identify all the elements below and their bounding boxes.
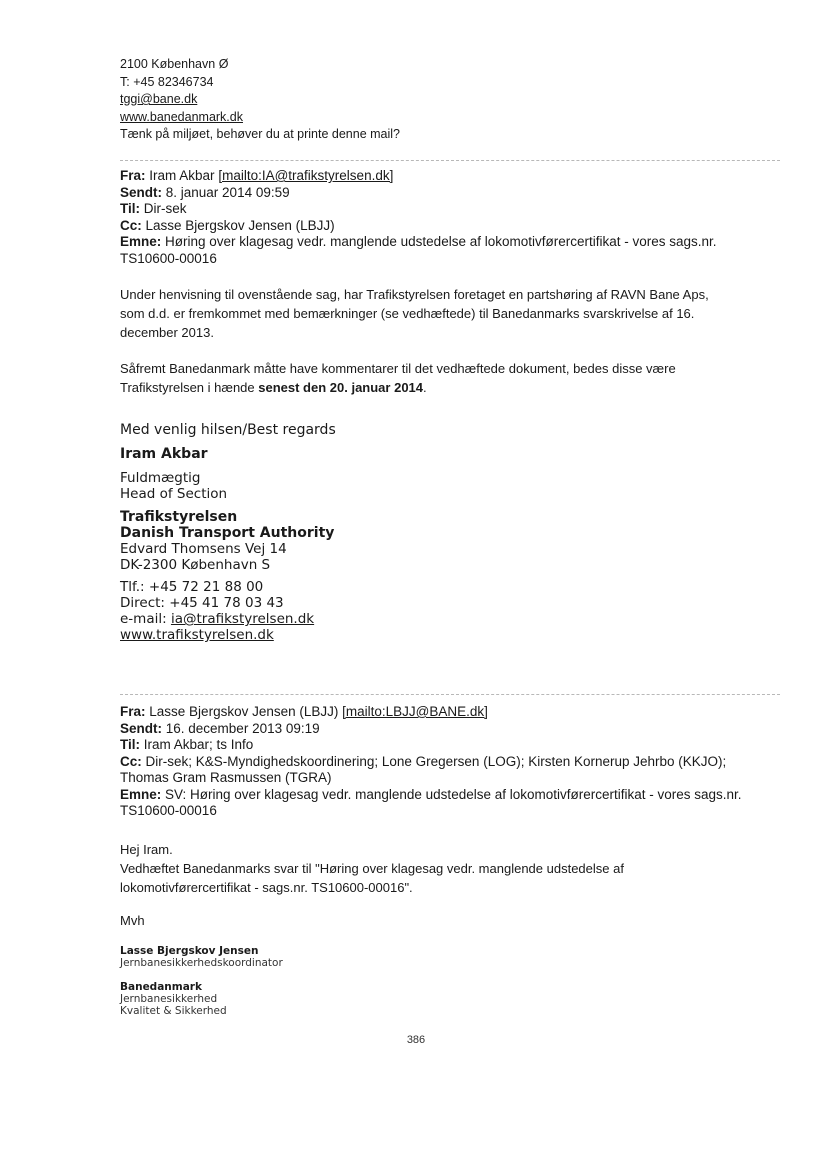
signature1-title-da: Fuldmægtig [120, 470, 201, 486]
separator-rule-2 [120, 694, 780, 695]
contact-website-link[interactable]: www.banedanmark.dk [120, 109, 243, 124]
signature2-name: Lasse Bjergskov Jensen [120, 945, 259, 957]
deadline-text: senest den 20. januar 2014 [258, 380, 424, 395]
email1-paragraph-2: Såfremt Banedanmark måtte have kommentarer til det vedhæftede dokument, bedes disse være Trafikstyrelsen i hænde senest den 20. januar 2014. [120, 361, 676, 395]
signature1-direct: Direct: +45 41 78 03 43 [120, 595, 284, 611]
signature2-dept1: Jernbanesikkerhed [120, 993, 218, 1005]
signature1-city: DK-2300 København S [120, 557, 271, 573]
email1-from-mailto-link[interactable]: [mailto:IA@trafikstyrelsen.dk] [218, 168, 394, 183]
signature1-org-da: Trafikstyrelsen [120, 509, 238, 525]
email2-closing: Mvh [120, 913, 145, 928]
email2-subject-cont: TS10600-00016 [120, 803, 217, 818]
email1-to-row: Til: Dir-sek [120, 201, 187, 216]
signature1-phone: Tlf.: +45 72 21 88 00 [120, 579, 264, 595]
top-contact-block [120, 56, 800, 144]
email1-sent-row: Sendt: 8. januar 2014 09:59 [120, 184, 290, 200]
email2-sent-row: Sendt: 16. december 2013 09:19 [120, 720, 320, 736]
signature1-email-link[interactable]: ia@trafikstyrelsen.dk [170, 611, 315, 627]
email1-from-row: Fra: Iram Akbar [mailto:IA@trafikstyrelsen.dk] [120, 168, 394, 183]
signature1-street: Edvard Thomsens Vej 14 [120, 541, 287, 557]
contact-email-link[interactable]: tggi@bane.dk [120, 92, 198, 106]
environment-note: Tænk på miljøet, behøver du at printe denne mail? [120, 127, 400, 141]
separator-rule-1 [120, 160, 780, 161]
signature1-website-link[interactable]: www.trafikstyrelsen.dk [120, 627, 274, 643]
email2-greeting: Hej Iram. [120, 842, 173, 857]
email2-cc-cont: Thomas Gram Rasmussen (TGRA) [120, 770, 332, 785]
email2-body: Hej Iram. Vedhæftet Banedanmarks svar til "Høring over klagesag vedr. manglende udstedelse af lokomotivførercertifikat - sags.nr. TS10600-00016". Mvh [120, 840, 800, 930]
signature1-name: Iram Akbar [120, 446, 208, 462]
signature2-block [120, 945, 800, 1017]
email1-header [120, 168, 800, 267]
signature1-greeting: Med venlig hilsen/Best regards [120, 422, 336, 438]
signature1-org-en: Danish Transport Authority [120, 525, 335, 541]
signature1-block [120, 422, 800, 643]
email2-header [120, 704, 800, 820]
contact-address: 2100 København Ø [120, 57, 229, 71]
contact-phone: T: +45 82346734 [120, 74, 214, 89]
email2-cc-row: Cc: Dir-sek; K&S-Myndighedskoordinering; Lone Gregersen (LOG); Kirsten Kornerup Jehrbo (KKJO); [120, 753, 727, 769]
email1-cc-row: Cc: Lasse Bjergskov Jensen (LBJJ) [120, 217, 335, 233]
signature2-dept2: Kvalitet & Sikkerhed [120, 1005, 227, 1017]
email1-paragraph-1: Under henvisning til ovenstående sag, har Trafikstyrelsen foretaget en partshøring af RAVN Bane Aps, som d.d. er fremkommet med bemærkninger (se vedhæftede) til Banedanmarks svarskrivelse af 16. december 2013. [120, 287, 709, 340]
email2-to-row: Til: Iram Akbar; ts Info [120, 737, 254, 752]
email1-subject-row: Emne: Høring over klagesag vedr. manglende udstedelse af lokomotivførercertifikat - vores sags.nr. [120, 234, 717, 249]
email2-from-row: Fra: Lasse Bjergskov Jensen (LBJJ) [mailto:LBJJ@BANE.dk] [120, 704, 488, 719]
signature1-email-row: e-mail: ia@trafikstyrelsen.dk [120, 611, 315, 627]
signature1-title-en: Head of Section [120, 486, 228, 502]
email1-subject-cont: TS10600-00016 [120, 250, 217, 266]
email2-subject-row: Emne: SV: Høring over klagesag vedr. manglende udstedelse af lokomotivførercertifikat - vores sags.nr. [120, 786, 742, 802]
signature2-org: Banedanmark [120, 981, 202, 993]
signature2-title: Jernbanesikkerhedskoordinator [120, 957, 283, 969]
page-number: 386 [406, 1034, 426, 1046]
email2-from-mailto-link[interactable]: [mailto:LBJJ@BANE.dk] [342, 704, 488, 719]
